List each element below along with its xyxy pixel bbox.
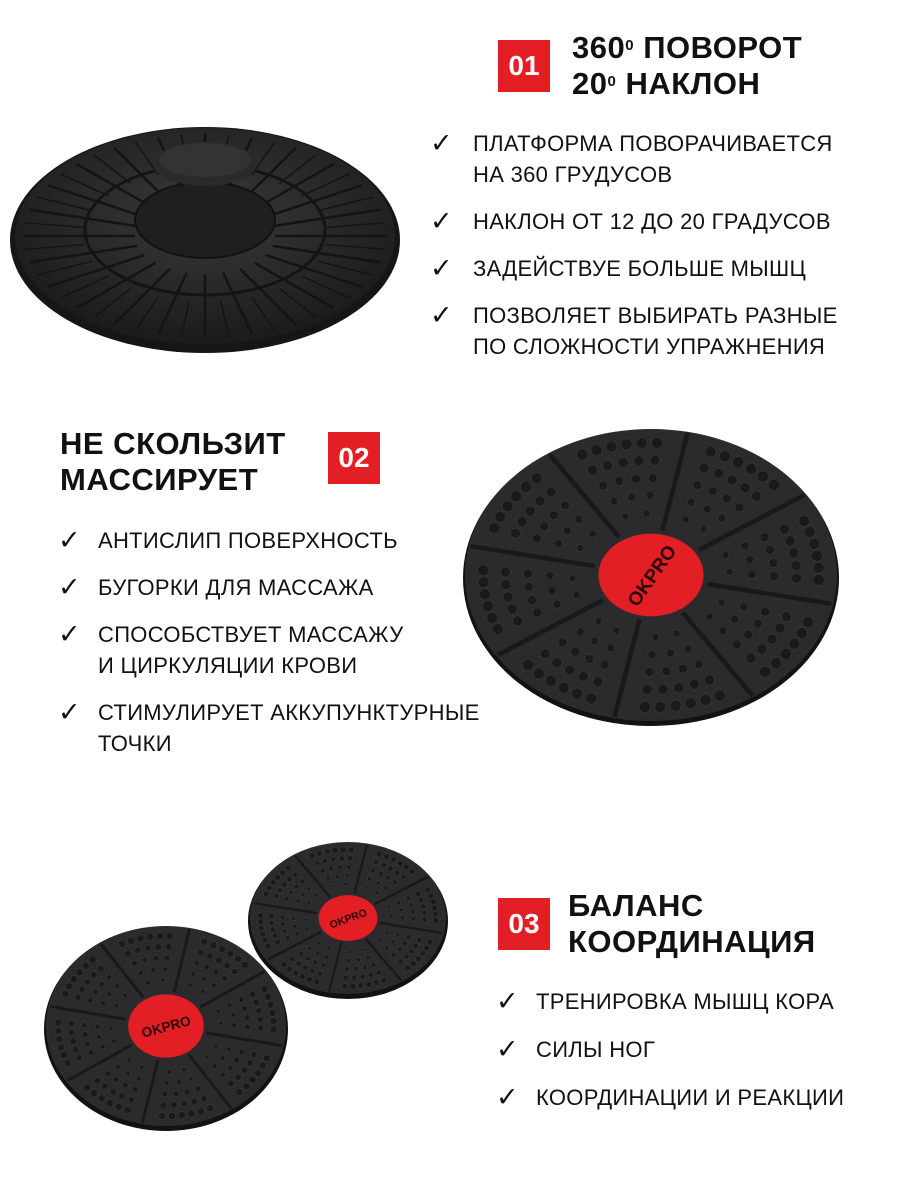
check-icon: ✓	[58, 619, 81, 650]
title-line-1-rest: ПОВОРОТ	[634, 30, 803, 65]
item-text: И ЦИРКУЛЯЦИИ КРОВИ	[98, 653, 358, 678]
item-text: БУГОРКИ ДЛЯ МАССАЖА	[98, 575, 374, 600]
item-text: ПОЗВОЛЯЕТ ВЫБИРАТЬ РАЗНЫЕ	[473, 303, 838, 328]
degree-sup: 0	[607, 73, 617, 90]
check-icon: ✓	[430, 128, 453, 159]
item-text: АНТИСЛИП ПОВЕРХНОСТЬ	[98, 528, 398, 553]
section-title-03	[568, 888, 816, 960]
list-item	[496, 986, 896, 1017]
feature-list-01	[430, 128, 890, 362]
list-item	[430, 300, 890, 362]
list-item	[496, 1034, 896, 1065]
title-line-1: 360	[572, 30, 626, 65]
brand-logo: OKPRO	[140, 1013, 193, 1041]
list-item	[430, 253, 890, 284]
title-line-2-rest: НАКЛОН	[616, 66, 761, 101]
item-text: ПО СЛОЖНОСТИ УПРАЖНЕНИЯ	[473, 334, 826, 359]
brand-logo: OKPRO	[624, 541, 682, 611]
item-text: ТРЕНИРОВКА МЫШЦ КОРА	[536, 989, 834, 1014]
balance-board-top-image	[458, 425, 844, 730]
check-icon: ✓	[58, 572, 81, 603]
check-icon: ✓	[496, 1082, 519, 1113]
section-badge-03: 03	[498, 898, 550, 950]
section-badge-01: 01	[498, 40, 550, 92]
check-icon: ✓	[430, 300, 453, 331]
title-line-2: 20	[572, 66, 608, 101]
item-text: КООРДИНАЦИИ И РЕАКЦИИ	[536, 1085, 845, 1110]
item-text: ЗАДЕЙСТВУЕ БОЛЬШЕ МЫШЦ	[473, 256, 807, 281]
check-icon: ✓	[496, 986, 519, 1017]
title-line-1: НЕ СКОЛЬЗИТ	[60, 426, 286, 461]
item-text: НА 360 ГРУДУСОВ	[473, 162, 673, 187]
list-item	[430, 206, 890, 237]
section-badge-02: 02	[328, 432, 380, 484]
section-title-02	[60, 426, 286, 498]
feature-list-03	[496, 986, 896, 1113]
item-text: ПЛАТФОРМА ПОВОРАЧИВАЕТСЯ	[473, 131, 833, 156]
item-text: СТИМУЛИРУЕТ АККУПУНКТУРНЫЕ	[98, 700, 480, 725]
title-line-2: МАССИРУЕТ	[60, 462, 259, 497]
balance-board-top-image-front	[40, 920, 292, 1132]
list-item	[496, 1082, 896, 1113]
check-icon: ✓	[496, 1034, 519, 1065]
check-icon: ✓	[430, 253, 453, 284]
check-icon: ✓	[58, 697, 81, 728]
section-title-01	[572, 30, 802, 102]
item-text: ТОЧКИ	[98, 731, 172, 756]
brand-logo: OKPRO	[328, 906, 369, 932]
item-text: СИЛЫ НОГ	[536, 1037, 656, 1062]
item-text: СПОСОБСТВУЕТ МАССАЖУ	[98, 622, 404, 647]
degree-sup: 0	[625, 37, 635, 54]
check-icon: ✓	[430, 206, 453, 237]
check-icon: ✓	[58, 525, 81, 556]
list-item	[430, 128, 890, 190]
title-line-2: КООРДИНАЦИЯ	[568, 924, 816, 959]
balance-board-underside-image	[0, 120, 420, 370]
title-line-1: БАЛАНС	[568, 888, 704, 923]
item-text: НАКЛОН ОТ 12 ДО 20 ГРАДУСОВ	[473, 209, 831, 234]
